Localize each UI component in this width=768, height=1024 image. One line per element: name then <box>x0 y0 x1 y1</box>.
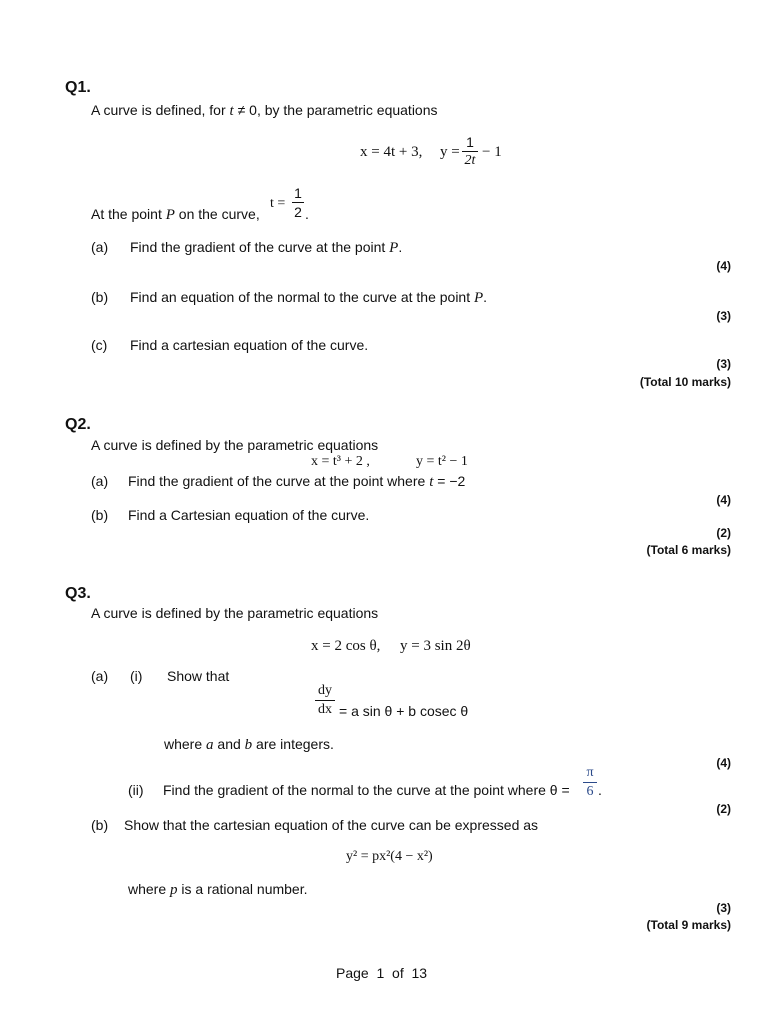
q3-ai-marks: (4) <box>716 756 731 770</box>
q1-eq-y-num: 1 <box>466 134 474 150</box>
q3-pi-num: π <box>586 765 594 780</box>
q2-a-marks: (4) <box>716 493 731 507</box>
q3-heading: Q3. <box>65 585 91 602</box>
q1-point-text <box>91 206 260 224</box>
q2-a-var: t <box>429 474 434 490</box>
q3-b-text: Show that the cartesian equation of the curve can be expressed as <box>124 817 539 833</box>
q1-heading: Q1. <box>65 79 91 96</box>
page-number: Page 1 of 13 <box>336 965 428 981</box>
q2-a-text: Find the gradient of the curve at the point where <box>128 473 430 489</box>
fraction-bar <box>583 782 597 783</box>
q2-total: (Total 6 marks) <box>646 543 731 557</box>
q3-ai-text: Show that <box>167 668 230 684</box>
fraction-bar <box>315 700 335 701</box>
q3-dy: dy <box>318 683 332 698</box>
q1-a-marks: (4) <box>716 259 731 273</box>
q1-c-text: Find a cartesian equation of the curve. <box>130 337 369 353</box>
q1-eq-y-den: 2t <box>464 153 476 168</box>
q1-point-var: P <box>165 207 175 223</box>
q2-a-label: (a) <box>91 473 109 489</box>
q1-total: (Total 10 marks) <box>639 375 731 389</box>
q3-where-end: are integers. <box>252 736 334 752</box>
q3-where2-end: is a rational number. <box>177 881 308 897</box>
q1-intro-text: A curve is defined, for <box>91 102 230 118</box>
q3-b-marks: (3) <box>716 901 731 915</box>
q3-pi-dot: . <box>598 782 602 798</box>
q3-where2 <box>128 881 308 899</box>
q2-b-marks: (2) <box>716 526 731 540</box>
q1-t-fraction <box>292 185 304 220</box>
q2-a-question <box>128 473 465 491</box>
q2-a-val: = −2 <box>433 473 466 489</box>
q2-eq-x: x = t³ + 2 , <box>311 454 370 469</box>
q1-eq-y-rhs: − 1 <box>482 144 502 160</box>
q3-pi-fraction <box>583 765 597 800</box>
q1-eq-x: x = 4t + 3, <box>360 144 423 160</box>
q1-b-end: . <box>483 289 488 305</box>
q1-b-var: P <box>474 290 484 306</box>
q1-a-text: Find the gradient of the curve at the point <box>130 239 390 255</box>
q3-total: (Total 9 marks) <box>646 918 731 932</box>
q3-pi-den: 6 <box>586 784 594 799</box>
q1-a-end: . <box>398 239 403 255</box>
q1-eq-y-lhs: y = <box>440 144 460 160</box>
q1-t-den: 2 <box>294 204 302 220</box>
q1-b-marks: (3) <box>716 309 731 323</box>
q3-eq-x: x = 2 cos θ, <box>311 638 381 654</box>
q3-aii-text: Find the gradient of the normal to the curve at the point where θ = <box>163 782 570 798</box>
q1-a-label: (a) <box>91 239 109 255</box>
q3-deriv-rhs: = a sin θ + b cosec θ <box>339 703 469 719</box>
q3-where <box>164 736 334 754</box>
q3-where2-text: where <box>128 881 171 897</box>
q3-b-equation: y² = px²(4 − x²) <box>346 849 433 864</box>
q1-b-question <box>130 289 487 307</box>
q3-where-b: b <box>244 737 253 753</box>
q1-intro-cond: ≠ 0, by the parametric equations <box>233 102 438 118</box>
q1-point-prefix: At the point <box>91 206 166 222</box>
q3-aii-marks: (2) <box>716 802 731 816</box>
q3-a-label: (a) <box>91 668 109 684</box>
q1-c-marks: (3) <box>716 357 731 371</box>
q1-t-num: 1 <box>294 185 302 201</box>
q3-where-text: where <box>164 736 207 752</box>
q2-b-text: Find a Cartesian equation of the curve. <box>128 507 370 523</box>
q2-heading: Q2. <box>65 416 91 433</box>
fraction-bar <box>462 151 478 152</box>
q3-eq-y: y = 3 sin 2θ <box>400 638 471 654</box>
q3-dx: dx <box>318 702 332 717</box>
q1-b-label: (b) <box>91 289 109 305</box>
q1-a-var: P <box>389 240 399 256</box>
q3-derivative-fraction <box>315 683 335 718</box>
q1-c-label: (c) <box>91 337 108 353</box>
q3-aii-label: (ii) <box>128 782 144 798</box>
q1-eq-y-fraction <box>462 134 478 169</box>
q2-intro: A curve is defined by the parametric equations <box>91 437 379 453</box>
q3-b-label: (b) <box>91 817 109 833</box>
q1-b-text: Find an equation of the normal to the curve at the point <box>130 289 474 305</box>
q3-intro: A curve is defined by the parametric equations <box>91 605 379 621</box>
q1-a-question <box>130 239 402 257</box>
q1-point-suffix: on the curve, <box>174 206 260 222</box>
q2-eq-y: y = t² − 1 <box>416 454 468 469</box>
q3-ai-label: (i) <box>130 668 143 684</box>
fraction-bar <box>292 202 304 203</box>
q1-intro-var: t <box>229 103 234 119</box>
q3-where2-p: p <box>170 882 178 898</box>
q2-b-label: (b) <box>91 507 109 523</box>
q3-where-and: and <box>213 736 245 752</box>
q1-t-lhs: t = <box>270 196 286 211</box>
q1-t-dot: . <box>305 206 309 222</box>
q1-intro <box>91 102 438 120</box>
q3-where-a: a <box>206 737 214 753</box>
